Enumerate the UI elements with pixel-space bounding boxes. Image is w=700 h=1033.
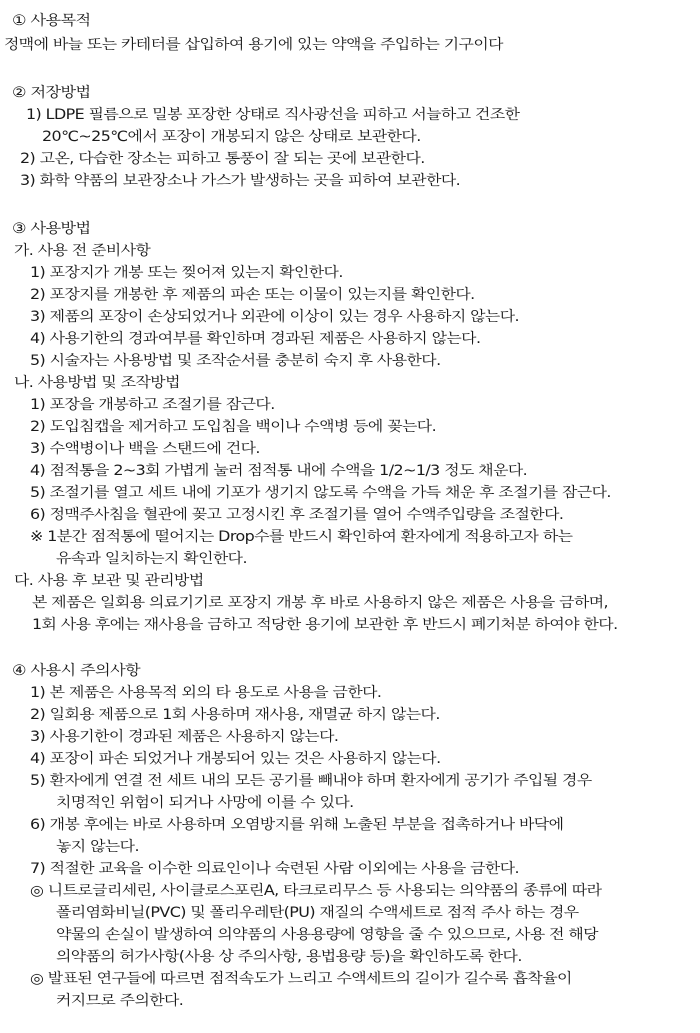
section-heading: ④ 사용시 주의사항	[12, 663, 141, 679]
text-line: 2) 도입침캡을 제거하고 도입침을 백이나 수액병 등에 꽂는다.	[30, 419, 437, 435]
text-line: 6) 정맥주사침을 혈관에 꽂고 고정시킨 후 조절기를 열어 수액주입량을 조절한다.	[30, 507, 564, 523]
text-line: 1) 포장을 개봉하고 조절기를 잠근다.	[30, 397, 275, 413]
text-line: 2) 포장지를 개봉한 후 제품의 파손 또는 이물이 있는지를 확인한다.	[30, 287, 475, 303]
text-line: 커지므로 주의한다.	[56, 993, 184, 1009]
text-line: 폴리염화비닐(PVC) 및 폴리우레탄(PU) 재질의 수액세트로 점적 주사 하는 경우	[56, 905, 579, 921]
text-line: 치명적인 위험이 되거나 사망에 이를 수 있다.	[56, 795, 354, 811]
text-line: 20℃~25℃에서 포장이 개봉되지 않은 상태로 보관한다.	[42, 129, 421, 145]
text-line: 1회 사용 후에는 재사용을 금하고 적당한 용기에 보관한 후 반드시 폐기처분 하여야 한다.	[32, 617, 618, 633]
text-line: 3) 화학 약품의 보관장소나 가스가 발생하는 곳을 피하여 보관한다.	[20, 173, 461, 189]
text-line: 약물의 손실이 발생하여 의약품의 사용용량에 영향을 줄 수 있으므로, 사용 전 해당	[56, 927, 598, 943]
text-line: 3) 제품의 포장이 손상되었거나 외관에 이상이 있는 경우 사용하지 않는다.	[30, 309, 520, 325]
text-line: 다. 사용 후 보관 및 관리방법	[14, 573, 204, 589]
text-line: 1) LDPE 필름으로 밀봉 포장한 상태로 직사광선을 피하고 서늘하고 건조한	[26, 107, 520, 123]
text-line: 놓지 않는다.	[56, 839, 139, 855]
text-line: ※ 1분간 점적통에 떨어지는 Drop수를 반드시 확인하여 환자에게 적용하고자 하는	[30, 529, 573, 545]
text-line: 정맥에 바늘 또는 카테터를 삽입하여 용기에 있는 약액을 주입하는 기구이다	[4, 37, 503, 53]
text-line: 4) 포장이 파손 되었거나 개봉되어 있는 것은 사용하지 않는다.	[30, 751, 441, 767]
section-heading: ② 저장방법	[12, 85, 91, 101]
text-line: 5) 조절기를 열고 세트 내에 기포가 생기지 않도록 수액을 가득 채운 후 조절기를 잠근다.	[30, 485, 611, 501]
text-line: 의약품의 허가사항(사용 상 주의사항, 용법용량 등)을 확인하도록 한다.	[56, 949, 522, 965]
text-line: 3) 수액병이나 백을 스탠드에 건다.	[30, 441, 260, 457]
text-line: 7) 적절한 교육을 이수한 의료인이나 숙련된 사람 이외에는 사용을 금한다.	[30, 861, 520, 877]
text-line: 4) 점적통을 2~3회 가볍게 눌러 점적통 내에 수액을 1/2~1/3 정도 채운다.	[30, 463, 528, 479]
text-line: 3) 사용기한이 경과된 제품은 사용하지 않는다.	[30, 729, 339, 745]
section-heading: ③ 사용방법	[12, 221, 91, 237]
text-line: 2) 고온, 다습한 장소는 피하고 통풍이 잘 되는 곳에 보관한다.	[20, 151, 425, 167]
text-line: 5) 환자에게 연결 전 세트 내의 모든 공기를 빼내야 하며 환자에게 공기가 주입될 경우	[30, 773, 592, 789]
text-line: 6) 개봉 후에는 바로 사용하며 오염방지를 위해 노출된 부분을 접촉하거나 바닥에	[30, 817, 564, 833]
text-line: 5) 시술자는 사용방법 및 조작순서를 충분히 숙지 후 사용한다.	[30, 353, 441, 369]
text-line: 2) 일회용 제품으로 1회 사용하며 재사용, 재멸균 하지 않는다.	[30, 707, 440, 723]
text-line: 1) 본 제품은 사용목적 외의 타 용도로 사용을 금한다.	[30, 685, 382, 701]
text-line: 나. 사용방법 및 조작방법	[14, 375, 180, 391]
text-line: ◎ 니트로글리세린, 사이클로스포린A, 타크로리무스 등 사용되는 의약품의 종류에 따라	[30, 883, 602, 899]
text-line: 본 제품은 일회용 의료기기로 포장지 개봉 후 바로 사용하지 않은 제품은 사용을 금하며,	[32, 595, 609, 611]
text-line: 1) 포장지가 개봉 또는 찢어져 있는지 확인한다.	[30, 265, 343, 281]
text-line: ◎ 발표된 연구들에 따르면 점적속도가 느리고 수액세트의 길이가 길수록 흡착율이	[30, 971, 572, 987]
section-heading: ① 사용목적	[12, 13, 91, 29]
text-line: 가. 사용 전 준비사항	[14, 243, 151, 259]
text-line: 4) 사용기한의 경과여부를 확인하며 경과된 제품은 사용하지 않는다.	[30, 331, 481, 347]
text-line: 유속과 일치하는지 확인한다.	[56, 551, 247, 567]
